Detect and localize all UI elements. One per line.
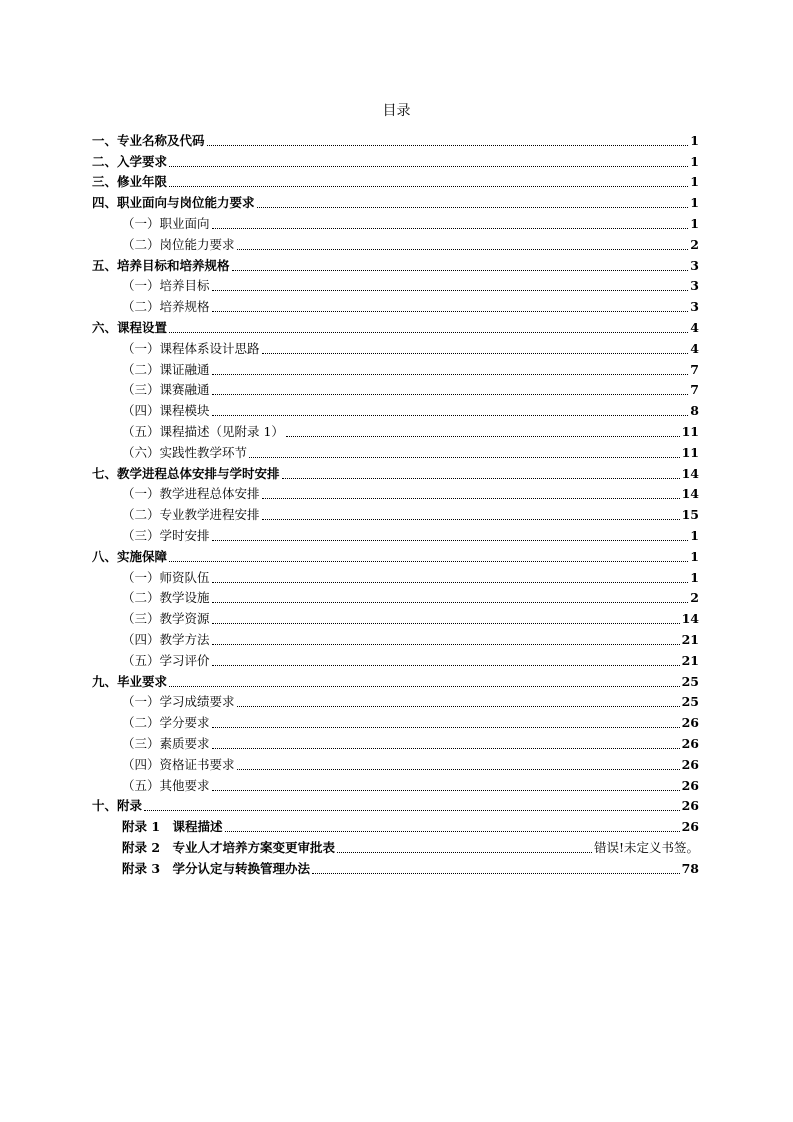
dot-leader <box>169 186 688 187</box>
toc-page-number: 7 <box>690 382 699 398</box>
toc-entry-label: 一、专业名称及代码 <box>92 132 205 148</box>
toc-page-number: 3 <box>690 278 699 294</box>
toc-entry-label: 附录 3 学分认定与转换管理办法 <box>122 860 311 876</box>
toc-entry-label: 四、职业面向与岗位能力要求 <box>92 195 255 211</box>
toc-entry[interactable] <box>92 149 699 170</box>
toc-entry-label: （一）课程体系设计思路 <box>122 340 260 356</box>
toc-entry[interactable] <box>92 794 699 815</box>
toc-entry-label: （三）课赛融通 <box>122 382 210 398</box>
toc-entry[interactable] <box>92 731 699 752</box>
toc-page-number: 2 <box>690 236 699 252</box>
toc-page-number: 错误!未定义书签。 <box>593 839 699 855</box>
toc-entry[interactable] <box>92 586 699 607</box>
toc-page-number: 14 <box>681 486 699 502</box>
dot-leader <box>212 228 689 229</box>
toc-entry[interactable] <box>92 294 699 315</box>
toc-entry[interactable] <box>92 128 699 149</box>
dot-leader <box>169 332 688 333</box>
toc-entry-label: 附录 2 专业人才培养方案变更审批表 <box>122 839 336 855</box>
toc-page-number: 15 <box>681 507 699 523</box>
toc-page-number: 11 <box>681 423 699 439</box>
toc-page-number: 1 <box>690 153 699 169</box>
toc-page-number: 21 <box>681 631 699 647</box>
toc-entry[interactable] <box>92 752 699 773</box>
toc-page-number: 26 <box>681 777 699 793</box>
dot-leader <box>207 145 689 146</box>
dot-leader <box>212 623 680 624</box>
toc-page-number: 8 <box>690 403 699 419</box>
dot-leader <box>212 290 689 291</box>
toc-entry-label: （四）教学方法 <box>122 631 210 647</box>
toc-entry[interactable] <box>92 190 699 211</box>
toc-page-number: 14 <box>681 465 699 481</box>
toc-page-number: 21 <box>681 652 699 668</box>
dot-leader <box>262 498 680 499</box>
toc-entry[interactable] <box>92 253 699 274</box>
dot-leader <box>212 727 680 728</box>
toc-entry[interactable] <box>92 835 699 856</box>
toc-page-number: 3 <box>690 257 699 273</box>
toc-page-number: 1 <box>690 132 699 148</box>
toc-entry-label: （五）其他要求 <box>122 777 210 793</box>
dot-leader <box>212 644 680 645</box>
toc-entry[interactable] <box>92 170 699 191</box>
dot-leader <box>212 374 689 375</box>
toc-entry-label: 五、培养目标和培养规格 <box>92 257 230 273</box>
dot-leader <box>232 270 689 271</box>
toc-entry[interactable] <box>92 398 699 419</box>
toc-entry[interactable] <box>92 814 699 835</box>
toc-entry-label: （四）课程模块 <box>122 403 210 419</box>
toc-page-number: 4 <box>690 340 699 356</box>
dot-leader <box>237 706 680 707</box>
toc-page-number: 4 <box>690 319 699 335</box>
toc-page-number: 26 <box>681 735 699 751</box>
toc-page-number: 3 <box>690 299 699 315</box>
toc-page-number: 7 <box>690 361 699 377</box>
toc-entry[interactable] <box>92 856 699 877</box>
dot-leader <box>169 686 680 687</box>
dot-leader <box>286 436 680 437</box>
toc-entry[interactable] <box>92 565 699 586</box>
toc-entry-label: （二）教学设施 <box>122 590 210 606</box>
toc-entry[interactable] <box>92 211 699 232</box>
toc-entry-label: （二）课证融通 <box>122 361 210 377</box>
toc-page-number: 26 <box>681 715 699 731</box>
dot-leader <box>249 457 680 458</box>
toc-page-number: 14 <box>681 611 699 627</box>
toc-page-number: 1 <box>690 195 699 211</box>
dot-leader <box>212 582 689 583</box>
toc-entry[interactable] <box>92 440 699 461</box>
toc-entry-label: （三）素质要求 <box>122 735 210 751</box>
toc-entry-label: 八、实施保障 <box>92 548 168 564</box>
toc-entry[interactable] <box>92 710 699 731</box>
toc-entry-label: （二）培养规格 <box>122 299 210 315</box>
toc-entry[interactable] <box>92 773 699 794</box>
dot-leader <box>212 540 689 541</box>
table-of-contents <box>92 128 699 877</box>
dot-leader <box>212 665 680 666</box>
toc-page-number: 26 <box>681 798 699 814</box>
toc-entry-label: （一）学习成绩要求 <box>122 694 235 710</box>
toc-page-number: 1 <box>690 174 699 190</box>
toc-entry-label: 九、毕业要求 <box>92 673 168 689</box>
toc-page-number: 1 <box>690 527 699 543</box>
toc-page-number: 26 <box>681 819 699 835</box>
toc-entry-label: 十、附录 <box>92 798 143 814</box>
dot-leader <box>212 311 689 312</box>
toc-entry[interactable] <box>92 482 699 503</box>
toc-entry-label: （五）学习评价 <box>122 652 210 668</box>
toc-entry[interactable] <box>92 502 699 523</box>
dot-leader <box>169 166 688 167</box>
toc-entry-label: 六、课程设置 <box>92 319 168 335</box>
toc-page-number: 26 <box>681 756 699 772</box>
dot-leader <box>282 478 680 479</box>
dot-leader <box>212 790 680 791</box>
toc-entry-label: （二）学分要求 <box>122 715 210 731</box>
dot-leader <box>212 394 689 395</box>
toc-entry[interactable] <box>92 690 699 711</box>
toc-entry-label: （二）专业教学进程安排 <box>122 507 260 523</box>
toc-entry-label: （二）岗位能力要求 <box>122 236 235 252</box>
toc-entry[interactable] <box>92 232 699 253</box>
dot-leader <box>169 561 688 562</box>
dot-leader <box>237 249 689 250</box>
dot-leader <box>212 415 689 416</box>
toc-entry-label: （一）教学进程总体安排 <box>122 486 260 502</box>
toc-entry[interactable] <box>92 274 699 295</box>
toc-title: 目录 <box>382 103 411 119</box>
toc-entry[interactable] <box>92 336 699 357</box>
dot-leader <box>144 810 680 811</box>
toc-entry-label: （五）课程描述（见附录 1） <box>122 423 284 439</box>
toc-page-number: 2 <box>690 590 699 606</box>
toc-entry[interactable] <box>92 419 699 440</box>
toc-entry[interactable] <box>92 648 699 669</box>
toc-entry-label: （三）学时安排 <box>122 527 210 543</box>
toc-entry-label: （一）师资队伍 <box>122 569 210 585</box>
toc-entry-label: （一）职业面向 <box>122 215 210 231</box>
dot-leader <box>337 852 592 853</box>
dot-leader <box>225 831 680 832</box>
toc-page-number: 1 <box>690 569 699 585</box>
toc-entry-label: 七、教学进程总体安排与学时安排 <box>92 465 280 481</box>
toc-entry[interactable] <box>92 523 699 544</box>
toc-page-number: 25 <box>681 694 699 710</box>
toc-entry-label: 三、修业年限 <box>92 174 168 190</box>
dot-leader <box>212 602 689 603</box>
toc-entry[interactable] <box>92 627 699 648</box>
dot-leader <box>257 207 689 208</box>
toc-page-number: 1 <box>690 548 699 564</box>
toc-entry-label: （三）教学资源 <box>122 611 210 627</box>
toc-entry-label: （四）资格证书要求 <box>122 756 235 772</box>
toc-page-number: 78 <box>681 860 699 876</box>
dot-leader <box>237 769 680 770</box>
toc-entry[interactable] <box>92 315 699 336</box>
toc-entry-label: 二、入学要求 <box>92 153 168 169</box>
toc-entry[interactable] <box>92 378 699 399</box>
toc-page-number: 11 <box>681 444 699 460</box>
toc-page-number: 25 <box>681 673 699 689</box>
toc-entry[interactable] <box>92 606 699 627</box>
toc-page-number: 1 <box>690 215 699 231</box>
toc-entry-label: 附录 1 课程描述 <box>122 819 223 835</box>
toc-entry[interactable] <box>92 544 699 565</box>
toc-entry[interactable] <box>92 461 699 482</box>
toc-entry-label: （六）实践性教学环节 <box>122 444 248 460</box>
dot-leader <box>312 873 680 874</box>
dot-leader <box>212 748 680 749</box>
dot-leader <box>262 353 689 354</box>
toc-entry-label: （一）培养目标 <box>122 278 210 294</box>
toc-entry[interactable] <box>92 669 699 690</box>
toc-entry[interactable] <box>92 357 699 378</box>
dot-leader <box>262 519 680 520</box>
